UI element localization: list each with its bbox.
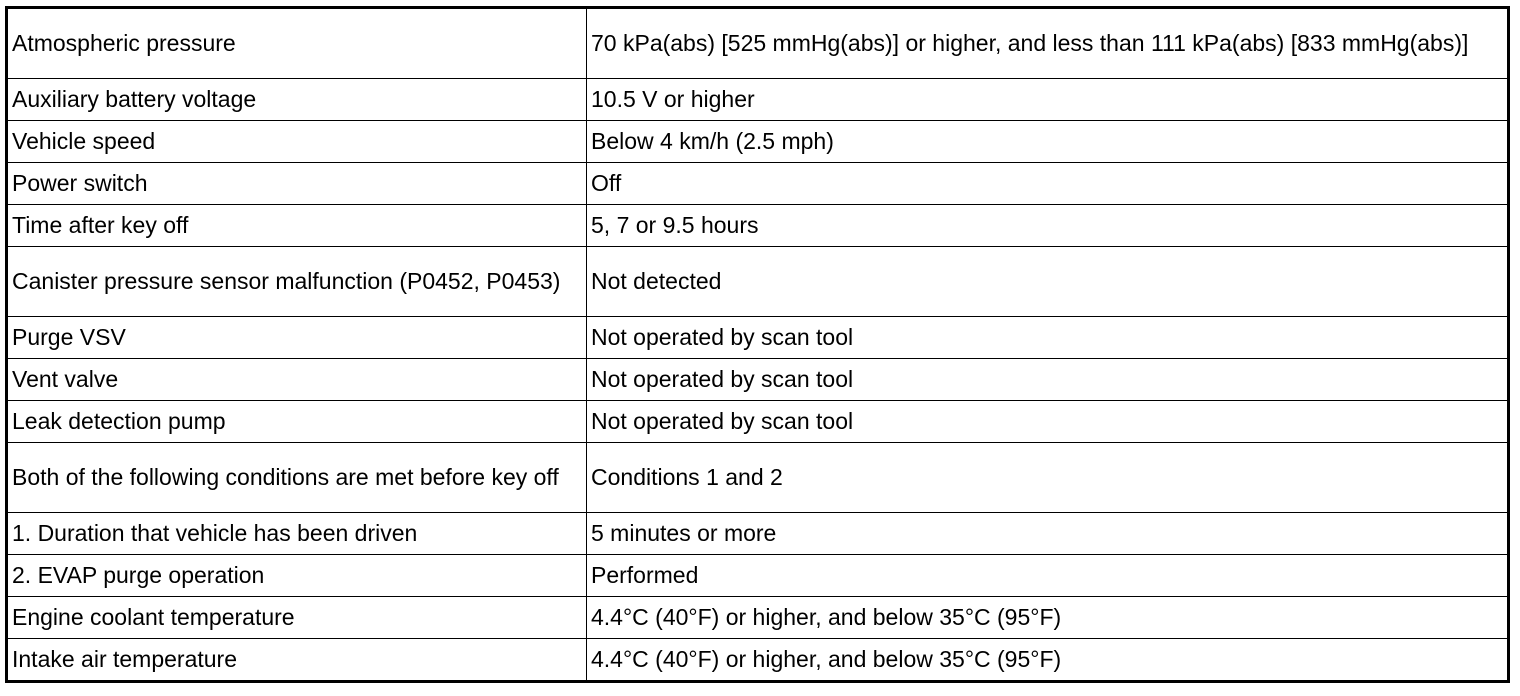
condition-value: Not operated by scan tool [587,359,1509,401]
condition-label: Power switch [7,163,587,205]
table-row [7,359,1509,401]
condition-value: 70 kPa(abs) [525 mmHg(abs)] or higher, and less than 111 kPa(abs) [833 mmHg(abs)] [587,8,1509,79]
condition-label: 1. Duration that vehicle has been driven [7,513,587,555]
table-row [7,79,1509,121]
condition-label: Purge VSV [7,317,587,359]
table-row [7,513,1509,555]
condition-value: Below 4 km/h (2.5 mph) [587,121,1509,163]
condition-label: Leak detection pump [7,401,587,443]
table-row [7,639,1509,682]
table-row [7,443,1509,513]
condition-label: 2. EVAP purge operation [7,555,587,597]
conditions-table [5,6,1510,683]
table-row [7,247,1509,317]
condition-value: Conditions 1 and 2 [587,443,1509,513]
condition-label: Vent valve [7,359,587,401]
table-row [7,401,1509,443]
table-row [7,163,1509,205]
table-row [7,121,1509,163]
condition-value: Not operated by scan tool [587,401,1509,443]
condition-label: Canister pressure sensor malfunction (P0452, P0453) [7,247,587,317]
condition-value: 4.4°C (40°F) or higher, and below 35°C (95°F) [587,597,1509,639]
condition-label: Both of the following conditions are met before key off [7,443,587,513]
table-row [7,205,1509,247]
table-body [7,8,1509,682]
condition-label: Auxiliary battery voltage [7,79,587,121]
condition-label: Engine coolant temperature [7,597,587,639]
condition-value: 10.5 V or higher [587,79,1509,121]
condition-label: Time after key off [7,205,587,247]
condition-value: 4.4°C (40°F) or higher, and below 35°C (95°F) [587,639,1509,682]
condition-value: Performed [587,555,1509,597]
condition-value: Not detected [587,247,1509,317]
table-row [7,555,1509,597]
condition-label: Atmospheric pressure [7,8,587,79]
table-row [7,8,1509,79]
condition-value: 5 minutes or more [587,513,1509,555]
condition-value: Not operated by scan tool [587,317,1509,359]
condition-label: Intake air temperature [7,639,587,682]
table-row [7,317,1509,359]
condition-value: 5, 7 or 9.5 hours [587,205,1509,247]
condition-label: Vehicle speed [7,121,587,163]
table-row [7,597,1509,639]
condition-value: Off [587,163,1509,205]
